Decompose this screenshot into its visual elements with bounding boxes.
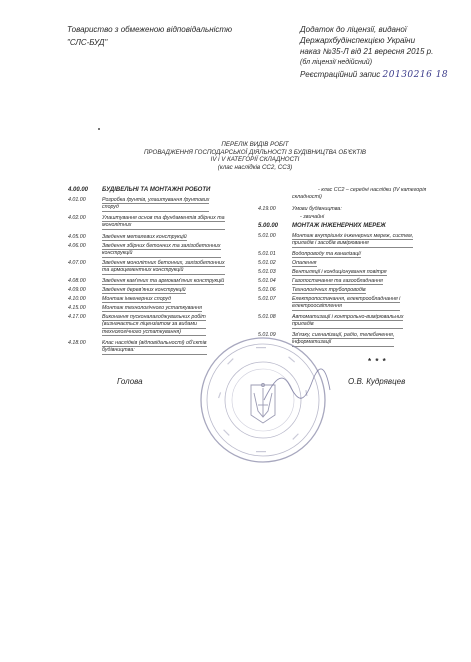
appendix-line2: Держархбудінспекцією України — [300, 36, 416, 45]
registration-handwritten-number: 20130216 18 — [382, 70, 449, 80]
title-line3: IV і V КАТЕГОРІЇ СКЛАДНОСТІ — [210, 156, 300, 164]
document-title — [60, 141, 450, 171]
company-name-line2: "СЛС-БУД" — [67, 38, 108, 47]
registration-record — [300, 70, 448, 80]
left-column: 4.00.00 БУДІВЕЛЬНІ ТА МОНТАЖНІ РОБОТИ 4.01.00 Розробка ґрунтів, улаштування ґрунтових споруд 4.02.00 Улаштування основ та фундаментів збірних та монолітних 4.05.00 Зведення металевих конструкцій 4.06.00 Зведення збірних бетонних та залізобетонних конструкцій 4.07.00 Зведення монолітних бетонних, залізобетонних та армоцементних конструкцій 4.08.00 Зведення кам'яних та армокам'яних конструкцій 4.09.00 Зведення дерев'яних конструкцій 4.10.00 Монтаж інженерних споруд 4.15.00 Монтаж технологічного устаткування 4.17.00 Виконання пусконалагоджувальних робіт (визначається ліцензіатом за видами технологічного устаткування) 4.18.00 Клас наслідків (відповідальності) об'єктів будівництва: — [68, 187, 225, 354]
title-line2: ПРОВАДЖЕННЯ ГОСПОДАРСЬКОЇ ДІЯЛЬНОСТІ З БУДІВНИЦТВА ОБ'ЄКТІВ — [143, 148, 367, 156]
right-column: - клас СС2 – середні наслідки (IV категорія складності) 4.19.00 Умови будівництва: - звичайні 5.00.00 МОНТАЖ ІНЖЕНЕРНИХ МЕРЕЖ 5.01.00 Монтаж внутрішніх інженерних мереж, систем, приладів і засобів вимірювання 5.01.01 Водопроводу та каналізації 5.01.02 Опалення 5.01.03 Вентиляції і кондиціонування повітря 5.01.04 Газопостачання та газообладнання 5.01.06 Технологічних трубопроводів 5.01.07 Електропостачання, електрообладнання і електроосвітлення 5.01.08 Автоматизації і контрольно-вимірювальних приладів 5.01.09 Зв'язку, сигналізації, радіо, телебачення, інформатизації — [258, 187, 427, 346]
signature-scribble — [256, 360, 336, 420]
title-line4: (клас наслідків СС2, СС3) — [217, 163, 293, 171]
scan-dot — [98, 128, 100, 130]
appendix-line3: наказ №35-Л від 21 вересня 2015 р. — [300, 47, 434, 56]
title-line1: ПЕРЕЛІК ВИДІВ РОБІТ — [221, 141, 289, 148]
separator-stars: * * * — [368, 357, 387, 366]
appendix-line4: (бл ліцензії недійсний) — [300, 59, 373, 66]
company-name-line1: Товариство з обмеженою відповідальністю — [67, 25, 233, 34]
signer-position: Голова — [117, 377, 143, 386]
appendix-line1: Додаток до ліцензії, виданої — [300, 25, 407, 34]
registration-label: Реєстраційний запис — [300, 70, 381, 79]
signer-name: О.В. Кудрявцев — [348, 377, 406, 386]
